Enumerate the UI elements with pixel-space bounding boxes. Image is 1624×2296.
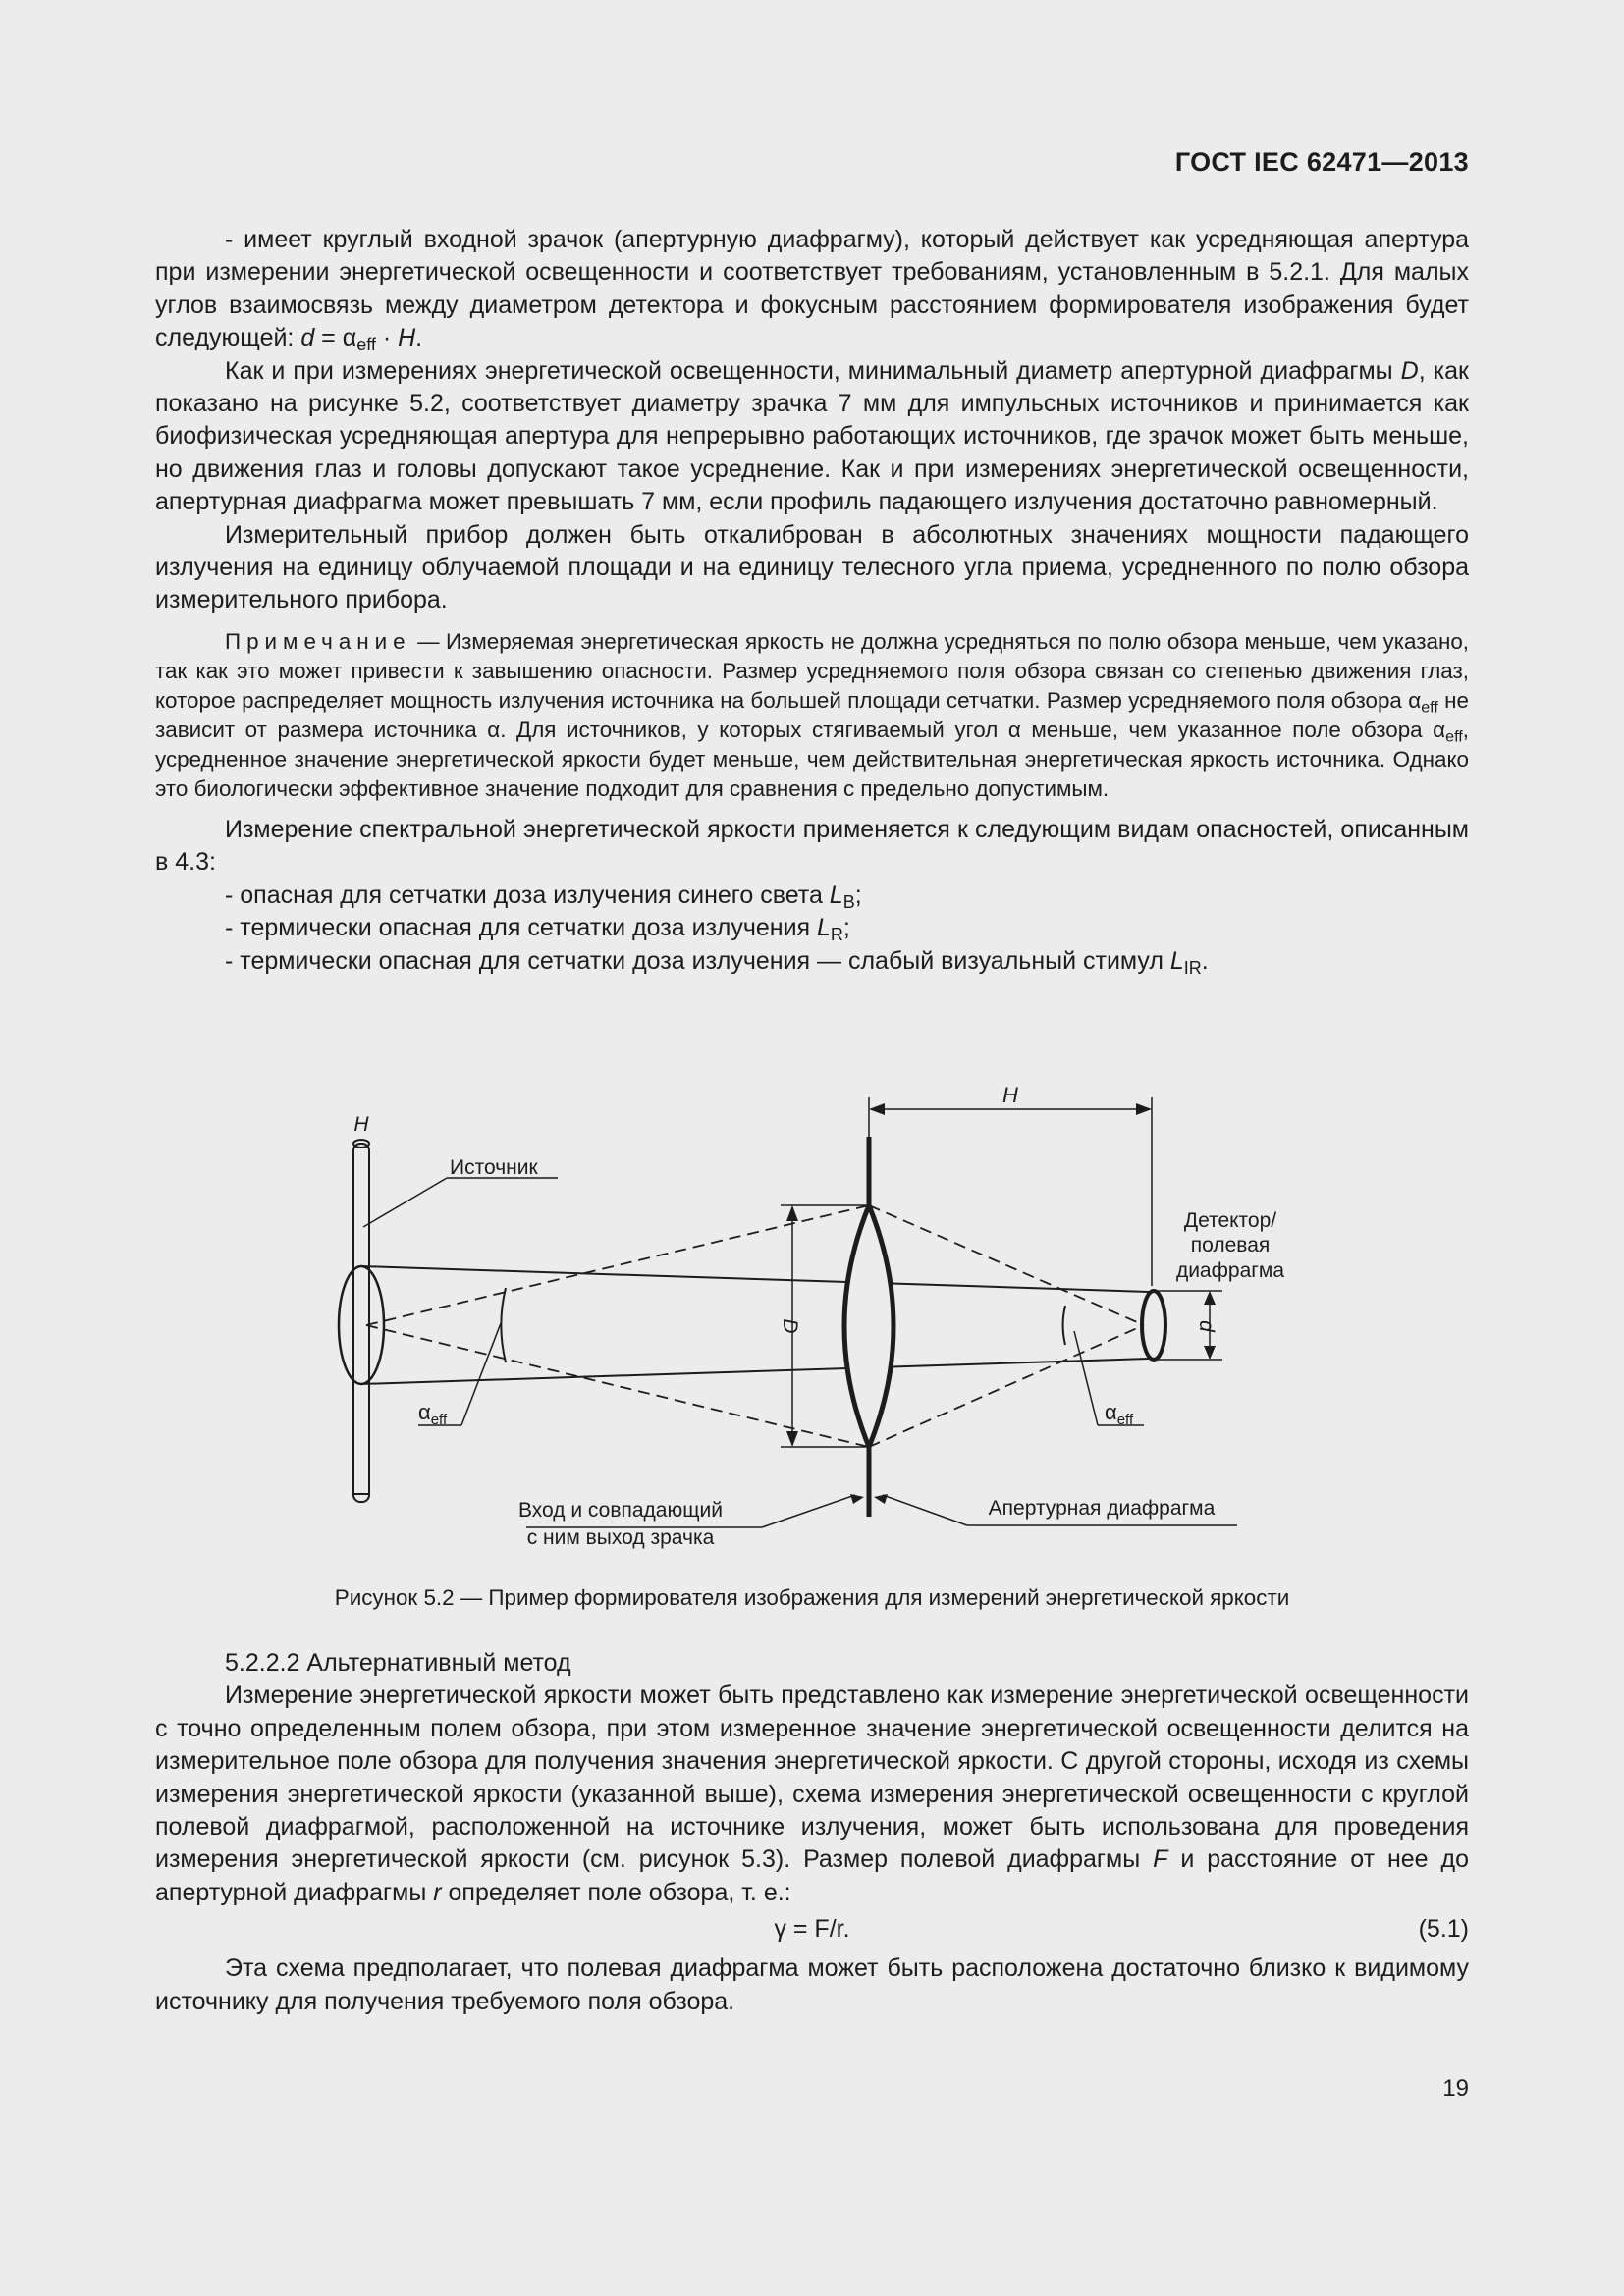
note-label: Примечание [225,628,411,654]
dashed-ray [366,1325,869,1447]
text-run: . [1201,946,1209,975]
ray-upper [361,1266,1149,1292]
label-detector-line2: полевая [1190,1234,1271,1256]
paragraph-alternative [155,1680,1469,1909]
leader-alpha-right [1074,1331,1098,1425]
symbol-D: D [1400,356,1419,385]
text-run: - опасная для сетчатки доза излучения синего света [225,881,830,909]
list-item [155,880,1469,912]
arrowhead [1136,1103,1152,1115]
label-aperture: Апертурная диафрагма [988,1497,1216,1520]
document-header: ГОСТ IEC 62471—2013 [1174,147,1469,177]
text-run: - термически опасная для сетчатки доза излучения [225,914,818,942]
text-run: Измерение энергетической яркости может быть представлено как измерение энергетической освещенности с точно определенным полем обзора, при этом измеренное значение энергетической освещенности делится на измерительное поле обзора для получения значения энергетической яркости. С другой стороны, исходя из схемы измерения энергетической яркости (указанной выше), схема измерения энергетической освещенности с круглой полевой диафрагмой, расположенной на источнике излучения, может быть использована для проведения измерения энергетической яркости (см. рисунок 5.3). Размер полевой диафрагмы [155,1682,1469,1874]
text-run: ; [854,881,862,909]
label-source: Источник [450,1156,538,1179]
formula-number: (5.1) [1418,1915,1469,1944]
note-paragraph [155,627,1469,804]
text-run: ; [842,914,850,942]
source-ellipse [339,1266,384,1384]
symbol-L: L [829,881,843,909]
arrowhead [850,1494,864,1504]
text-run: , усредненное значение энергетической яркости будет меньше, чем действительная энергетическая яркость источника. Однако это биологически эффективное значение подходит для сравнения с предельно допустимым. [155,717,1469,801]
label-pupil-line1: Вход и совпадающий [518,1499,723,1522]
label-detector-line3: диафрагма [1175,1259,1285,1282]
dashed-ray [366,1205,869,1325]
alpha-symbol: α [418,1400,431,1424]
detector [1142,1291,1165,1360]
arrowhead [786,1205,798,1221]
label-alpha-eff-left [418,1400,448,1428]
symbol-L: L [1169,946,1184,975]
symbol-r: r [433,1878,442,1906]
eff-subscript: eff [430,1412,448,1428]
label-alpha-eff-right [1105,1400,1134,1428]
leader-pupil [762,1495,855,1527]
intro-block [155,224,1469,978]
arrowhead [869,1103,885,1115]
paragraph-pupil [155,224,1469,355]
leader-aperture [883,1495,967,1525]
dashed-ray [869,1205,1144,1325]
paragraph-aperture [155,355,1469,519]
list-item [155,912,1469,944]
paragraph-spectral: Измерение спектральной энергетической яркости применяется к следующим видам опасностей, описанным в 4.3: [155,815,1469,877]
text-run: - термически опасная для сетчатки доза излучения — слабый визуальный стимул [225,946,1170,975]
dashed-ray [869,1325,1144,1447]
text-run: и расстояние от нее до апертурной диафрагмы [155,1845,1469,1906]
subscript: R [830,925,843,945]
label-d: d [1195,1320,1218,1332]
label-pupil-line2: с ним выход зрачка [526,1526,715,1549]
subscript-eff: eff [1445,727,1463,746]
text-run: — Измеряемая энергетическая яркость не должна усредняться по полю обзора меньше, чем указано, так как это может привести к завышению опасности. Размер усредняемого поля обзора связан со степенью движения глаз, которое распределяет мощность излучения источника на большей площади сетчатки. Размер усредняемого поля обзора α [155,628,1469,713]
label-detector-line1: Детектор/ [1183,1209,1277,1232]
alpha-arc-right [1063,1306,1065,1345]
leader-alpha-left [461,1323,501,1425]
symbol-F: F [1153,1845,1168,1874]
arrowhead [786,1431,798,1447]
text-run: не зависит от размера источника α. Для источников, у которых стягиваемый угол α меньше, чем указанное поле обзора α [155,687,1469,742]
subscript-eff: eff [356,335,376,355]
paragraph-field-stop: Эта схема предполагает, что полевая диафрагма может быть расположена достаточно близко к видимому источнику для получения требуемого поля обзора. [155,1954,1469,2015]
symbol-d: d [300,324,315,352]
eff-subscript: eff [1116,1412,1134,1428]
section-heading: 5.2.2.2 Альтернативный метод [225,1649,571,1677]
list-item [155,945,1469,978]
figure-caption: Рисунок 5.2 — Пример формирователя изображения для измерений энергетической яркости [334,1585,1290,1610]
subscript-eff: eff [1421,698,1438,717]
lens [844,1205,893,1447]
leader-source [363,1178,447,1227]
text-run: . [415,324,423,352]
hazard-list [155,880,1469,978]
text-run: определяет поле обзора, т. е.: [441,1878,791,1906]
paragraph-calibration: Измерительный прибор должен быть откалиброван в абсолютных значениях мощности падающего излучения на единицу облучаемой площади и на единицу телесного угла приема, усредненного по полю обзора измерительного прибора. [155,520,1469,614]
subscript: B [842,891,855,912]
section-5-2-2-2 [155,1647,1469,2018]
source-tube [353,1144,369,1502]
optics-diagram [295,1080,1335,1551]
arrowhead [874,1494,888,1504]
symbol-L: L [817,914,831,942]
symbol-H: H [398,324,416,352]
subscript: IR [1183,957,1202,978]
text-run: - имеет круглый входной зрачок (апертурную диафрагму), который действует как усредняющая апертура при измерении энергетической освещенности и соответствует требованиям, установленным в 5.2.1. Для малых углов взаимосвязь между диаметром детектора и фокусным расстоянием формирователя изображения будет следующей: [155,226,1469,352]
alpha-symbol: α [1105,1400,1117,1424]
alpha-arc-left [501,1288,506,1362]
formula-5-1 [155,1913,1469,1949]
label-D: D [779,1318,801,1334]
formula-expression: γ = F/r. [774,1915,850,1944]
text-run: · [375,324,399,352]
label-H-dim: H [1002,1083,1018,1107]
page-number: 19 [1442,2075,1469,2102]
figure-5-2 [295,1080,1335,1551]
label-H-source: H [353,1113,369,1136]
arrowhead [1204,1346,1216,1360]
text-run: , как показано на рисунке 5.2, соответствует диаметру зрачка 7 мм для импульсных источников и принимается как биофизическая усредняющая апертура для непрерывно работающих источников, где зрачок может быть меньше, но движения глаз и головы допускают такое усреднение. Как и при измерениях энергетической освещенности, апертурная диафрагма может превышать 7 мм, если профиль падающего излучения достаточно равномерный. [155,356,1469,516]
arrowhead [1204,1291,1216,1305]
text-run: = α [314,324,357,352]
text-run: Как и при измерениях энергетической освещенности, минимальный диаметр апертурной диафрагмы [225,356,1401,385]
